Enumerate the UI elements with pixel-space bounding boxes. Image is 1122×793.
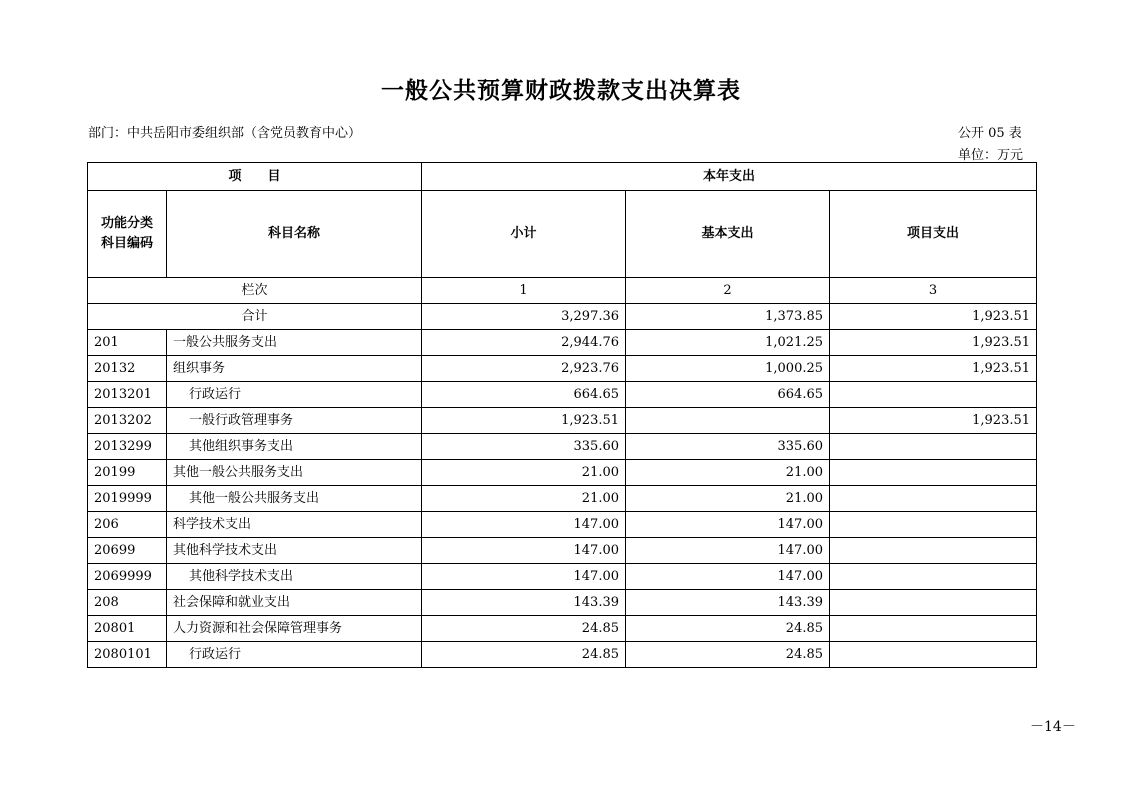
column-index-2: 2 (626, 278, 830, 304)
row-basic: 664.65 (626, 382, 830, 408)
total-basic: 1,373.85 (626, 304, 830, 330)
row-name: 科学技术支出 (167, 512, 422, 538)
row-subtotal: 143.39 (422, 590, 626, 616)
row-code: 2013201 (88, 382, 167, 408)
table-row (88, 590, 1037, 616)
row-basic: 24.85 (626, 642, 830, 668)
row-basic: 21.00 (626, 460, 830, 486)
row-project (830, 382, 1037, 408)
row-code: 2013299 (88, 434, 167, 460)
row-subtotal: 24.85 (422, 616, 626, 642)
form-number: 公开 05 表 (958, 126, 1022, 141)
row-basic: 143.39 (626, 590, 830, 616)
row-project (830, 538, 1037, 564)
column-index-1: 1 (422, 278, 626, 304)
table-row (88, 564, 1037, 590)
page-number: －14－ (1030, 719, 1076, 735)
row-code: 20199 (88, 460, 167, 486)
row-basic (626, 408, 830, 434)
total-subtotal: 3,297.36 (422, 304, 626, 330)
row-subtotal: 24.85 (422, 642, 626, 668)
table-row (88, 512, 1037, 538)
row-code: 206 (88, 512, 167, 538)
row-project (830, 616, 1037, 642)
row-name: 社会保障和就业支出 (167, 590, 422, 616)
header-basic: 基本支出 (626, 191, 830, 278)
row-name: 一般行政管理事务 (167, 408, 422, 434)
row-subtotal: 147.00 (422, 512, 626, 538)
row-basic: 21.00 (626, 486, 830, 512)
row-name: 其他科学技术支出 (167, 564, 422, 590)
row-basic: 147.00 (626, 564, 830, 590)
header-project: 项 目 (88, 163, 422, 191)
header-subtotal: 小计 (422, 191, 626, 278)
row-project (830, 642, 1037, 668)
unit-label: 单位：万元 (958, 148, 1024, 163)
row-subtotal: 2,944.76 (422, 330, 626, 356)
column-index-3: 3 (830, 278, 1037, 304)
row-subtotal: 21.00 (422, 460, 626, 486)
row-project (830, 564, 1037, 590)
row-name: 其他一般公共服务支出 (167, 460, 422, 486)
table-row (88, 486, 1037, 512)
table-row (88, 460, 1037, 486)
header-project-exp: 项目支出 (830, 191, 1037, 278)
row-project (830, 486, 1037, 512)
row-code: 20699 (88, 538, 167, 564)
page-title: 一般公共预算财政拨款支出决算表 (381, 77, 741, 104)
header-name: 科目名称 (167, 191, 422, 278)
row-subtotal: 335.60 (422, 434, 626, 460)
table-row (88, 434, 1037, 460)
column-index-row (88, 278, 1037, 304)
table-row (88, 356, 1037, 382)
row-code: 2013202 (88, 408, 167, 434)
row-code: 20132 (88, 356, 167, 382)
header-row-main (88, 191, 1037, 278)
row-subtotal: 21.00 (422, 486, 626, 512)
row-code: 208 (88, 590, 167, 616)
table-row (88, 616, 1037, 642)
row-name: 行政运行 (167, 642, 422, 668)
row-code: 20801 (88, 616, 167, 642)
row-basic: 1,000.25 (626, 356, 830, 382)
row-subtotal: 1,923.51 (422, 408, 626, 434)
header-current-year: 本年支出 (422, 163, 1037, 191)
row-basic: 24.85 (626, 616, 830, 642)
row-subtotal: 147.00 (422, 538, 626, 564)
row-code: 201 (88, 330, 167, 356)
row-basic: 147.00 (626, 512, 830, 538)
row-name: 一般公共服务支出 (167, 330, 422, 356)
row-project (830, 460, 1037, 486)
row-project (830, 590, 1037, 616)
row-name: 其他组织事务支出 (167, 434, 422, 460)
row-project: 1,923.51 (830, 330, 1037, 356)
table-row (88, 330, 1037, 356)
row-project (830, 512, 1037, 538)
row-code: 2019999 (88, 486, 167, 512)
table-row (88, 538, 1037, 564)
total-label: 合计 (88, 304, 422, 330)
table-row (88, 408, 1037, 434)
header-row-top (88, 163, 1037, 191)
row-project: 1,923.51 (830, 356, 1037, 382)
header-code-text: 功能分类科目编码 (100, 216, 153, 251)
row-name: 组织事务 (167, 356, 422, 382)
department-label: 部门：中共岳阳市委组织部（含党员教育中心） (88, 126, 362, 141)
row-code: 2069999 (88, 564, 167, 590)
total-row (88, 304, 1037, 330)
header-code (88, 191, 167, 278)
column-index-label: 栏次 (88, 278, 422, 304)
row-project (830, 434, 1037, 460)
table-row (88, 382, 1037, 408)
row-subtotal: 147.00 (422, 564, 626, 590)
table-row (88, 642, 1037, 668)
row-subtotal: 664.65 (422, 382, 626, 408)
row-basic: 147.00 (626, 538, 830, 564)
row-name: 其他一般公共服务支出 (167, 486, 422, 512)
row-basic: 335.60 (626, 434, 830, 460)
row-name: 行政运行 (167, 382, 422, 408)
row-basic: 1,021.25 (626, 330, 830, 356)
budget-table (87, 162, 1037, 668)
row-name: 其他科学技术支出 (167, 538, 422, 564)
row-subtotal: 2,923.76 (422, 356, 626, 382)
row-project: 1,923.51 (830, 408, 1037, 434)
total-project: 1,923.51 (830, 304, 1037, 330)
row-code: 2080101 (88, 642, 167, 668)
row-name: 人力资源和社会保障管理事务 (167, 616, 422, 642)
